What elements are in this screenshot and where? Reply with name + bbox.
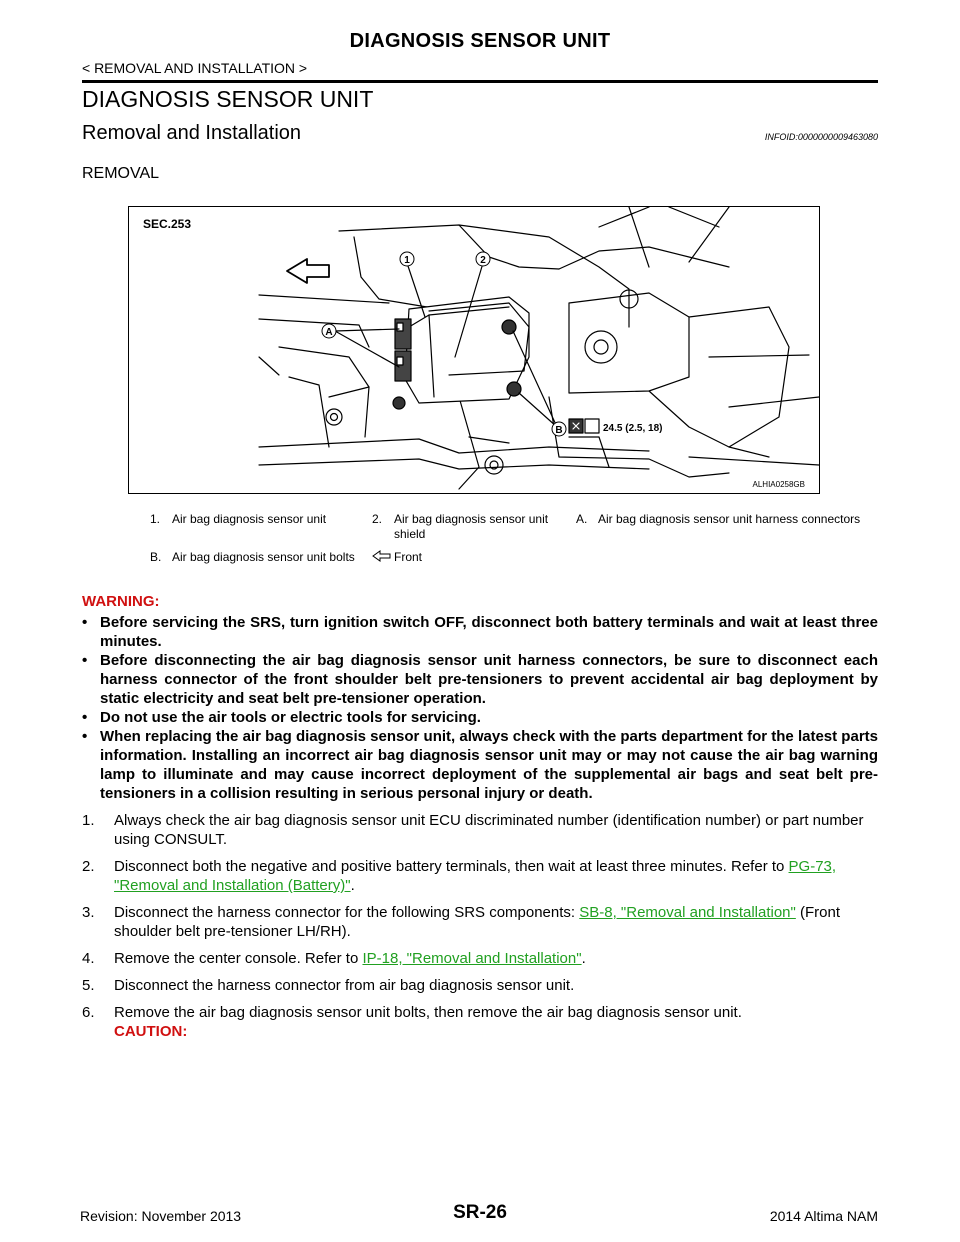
footer-page-number: SR-26 bbox=[453, 1202, 507, 1223]
legend-key: 1. bbox=[150, 512, 161, 526]
link-pg-73[interactable]: PG-73, "Removal and Installation (Battery)" bbox=[114, 858, 837, 894]
legend-key: B. bbox=[150, 550, 162, 564]
callout-a: A bbox=[325, 327, 333, 338]
legend-text: Air bag diagnosis sensor unit harness connectors bbox=[598, 512, 861, 526]
step-5: 5. Disconnect the harness connector from air bag diagnosis sensor unit. bbox=[82, 977, 575, 994]
step-6: 6. Remove the air bag diagnosis sensor unit bolts, then remove the air bag diagnosis sensor unit. CAUTION: bbox=[82, 1003, 878, 1041]
figure-illustration bbox=[129, 207, 820, 494]
legend-text: Air bag diagnosis sensor unit bolts bbox=[172, 550, 355, 564]
subheading-removal: REMOVAL bbox=[82, 165, 160, 182]
legend-text: Front bbox=[394, 550, 423, 564]
section-title: DIAGNOSIS SENSOR UNIT bbox=[82, 86, 374, 112]
footer-revision: Revision: November 2013 bbox=[80, 1208, 242, 1224]
warning-item: • Before disconnecting the air bag diagnosis sensor unit harness connectors, be sure to disconnect each harness connector of the front shoulder belt pre-tensioners to prevent accidental air bag deployment by static electricity and seat belt pre-tensioner operation. bbox=[82, 652, 878, 707]
info-id: INFOID:0000000009463080 bbox=[764, 132, 878, 142]
figure-sec-label: SEC.253 bbox=[143, 217, 192, 231]
caution-label: CAUTION: bbox=[114, 1023, 188, 1040]
legend-text: Air bag diagnosis sensor unit bbox=[172, 512, 327, 526]
callout-b: B bbox=[555, 425, 563, 436]
warning-item: • When replacing the air bag diagnosis sensor unit, always check with the parts department for the latest parts information. Installing an incorrect air bag diagnosis sensor unit may or may not cause the air bag warning lamp to illuminate and may cause incorrect deployment of the supplemental air bags and seat belt pre-tensioners in a collision resulting in serious personal injury or death. bbox=[82, 728, 878, 802]
link-sb-8[interactable]: SB-8, "Removal and Installation" bbox=[579, 904, 796, 921]
callout-1: 1 bbox=[404, 255, 410, 266]
figure-code: ALHIA0258GB bbox=[752, 480, 805, 489]
warning-item: • Do not use the air tools or electric tools for servicing. bbox=[82, 709, 481, 726]
legend-text: Air bag diagnosis sensor unit shield bbox=[394, 512, 549, 541]
legend-key: 2. bbox=[372, 512, 383, 526]
step-2: 2. Disconnect both the negative and positive battery terminals, then wait at least three minutes. Refer to PG-73, "Removal and Installation (Battery)". bbox=[82, 858, 837, 894]
step-1: 1. Always check the air bag diagnosis sensor unit ECU discriminated number (identification number) or part number using CONSULT. bbox=[82, 812, 864, 848]
removal-figure bbox=[128, 206, 820, 494]
procedure-steps bbox=[82, 811, 878, 1041]
procedure-body bbox=[82, 592, 878, 1049]
legend-row bbox=[150, 550, 866, 574]
bullet: • bbox=[82, 652, 88, 669]
header-divider bbox=[82, 80, 878, 83]
section-subtitle: Removal and Installation bbox=[82, 122, 302, 144]
bullet: • bbox=[82, 709, 88, 726]
figure-legend bbox=[150, 512, 866, 574]
breadcrumb: < REMOVAL AND INSTALLATION > bbox=[82, 60, 308, 76]
bullet: • bbox=[82, 728, 88, 745]
legend-row bbox=[150, 512, 866, 550]
warning-item: • Before servicing the SRS, turn ignition switch OFF, disconnect both battery terminals and wait at least three minutes. bbox=[82, 614, 878, 650]
warning-list bbox=[82, 613, 878, 803]
footer-model: 2014 Altima NAM bbox=[769, 1208, 878, 1224]
torque-spec: 24.5 (2.5, 18) bbox=[603, 423, 663, 434]
callout-2: 2 bbox=[480, 255, 486, 266]
bullet: • bbox=[82, 614, 88, 631]
step-3: 3. Disconnect the harness connector for the following SRS components: SB-8, "Removal and Installation" (Front shoulder belt pre-tensioner LH/RH). bbox=[82, 904, 841, 940]
warning-title: WARNING: bbox=[82, 593, 160, 610]
link-ip-18[interactable]: IP-18, "Removal and Installation" bbox=[362, 950, 582, 967]
page-header-title: DIAGNOSIS SENSOR UNIT bbox=[349, 30, 611, 52]
step-4: 4. Remove the center console. Refer to IP-18, "Removal and Installation". bbox=[82, 950, 586, 967]
front-arrow-icon bbox=[372, 550, 394, 574]
legend-key: A. bbox=[576, 512, 588, 526]
